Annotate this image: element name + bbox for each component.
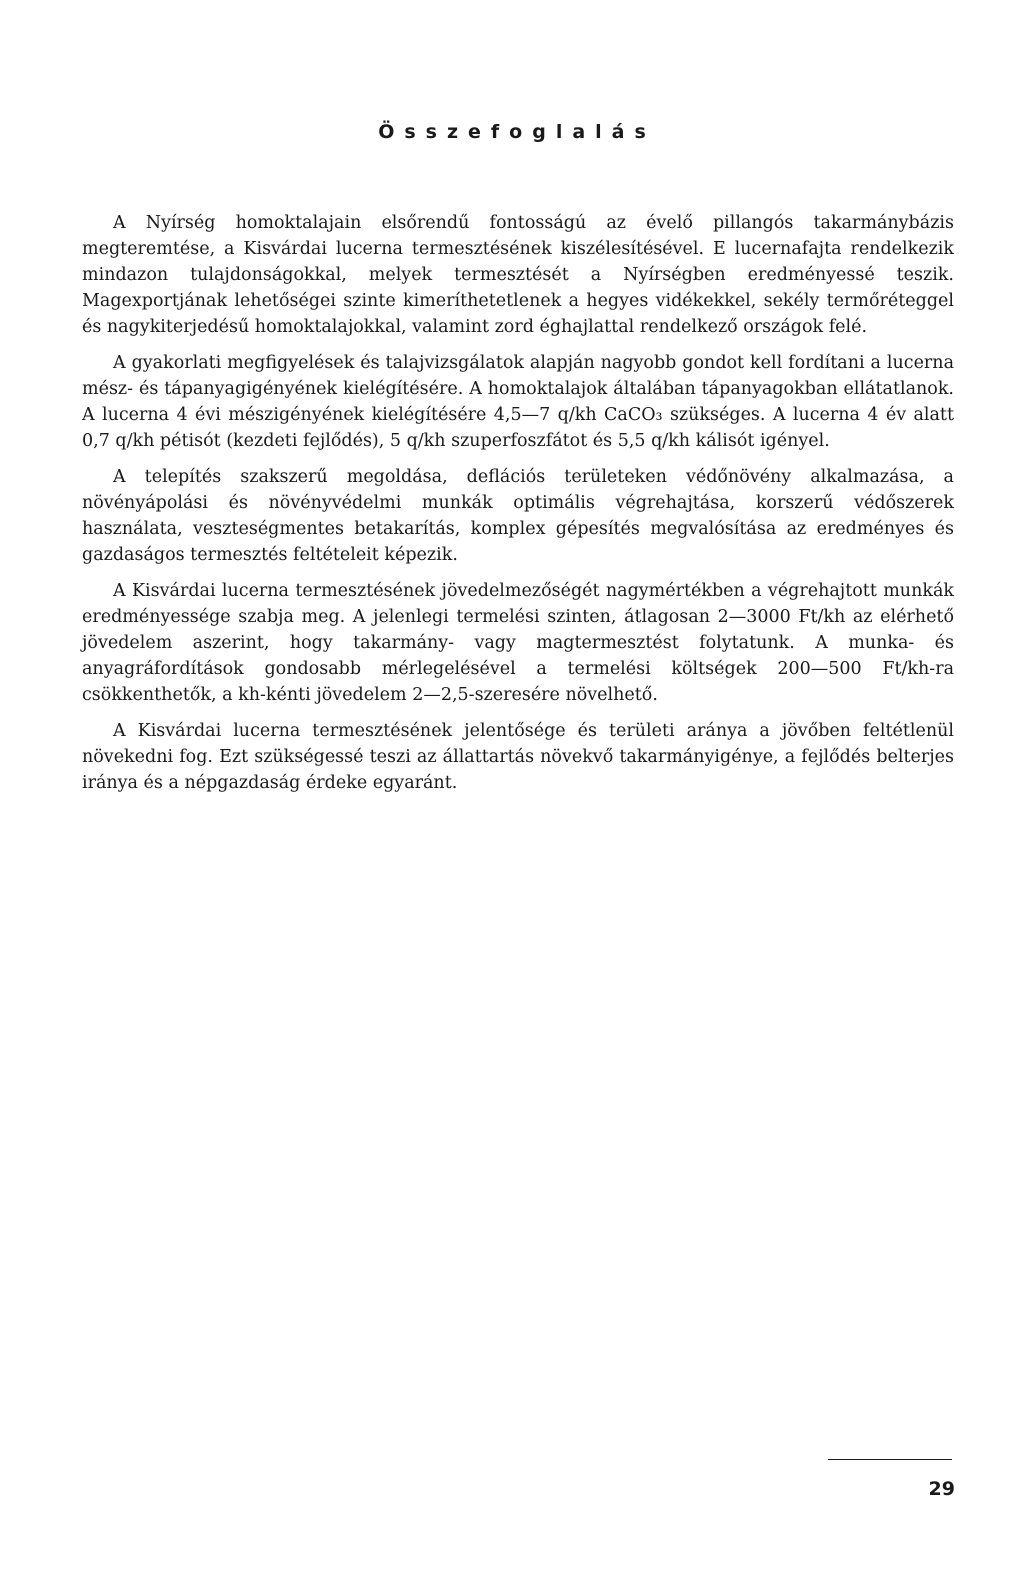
summary-body xyxy=(82,210,954,806)
paragraph-3: A telepítés szakszerű megoldása, deflációs területeken védőnövény alkalmazása, a növényápolási és növényvédelmi munkák optimális végrehajtása, korszerű védőszerek használata, veszteségmentes betakarítás, komplex gépesítés megvalósítása az eredményes és gazdaságos termesztés feltételeit képezik. xyxy=(82,467,954,565)
page-title: Összefoglalás xyxy=(378,121,656,143)
paragraph-1: A Nyírség homoktalajain elsőrendű fontosságú az évelő pillangós takarmánybázis megteremtése, a Kisvárdai lucerna termesztésének kiszélesítésével. E lucernafajta rendelkezik mindazon tulajdonságokkal, melyek termesztését a Nyírségben eredményessé teszik. Magexportjának lehetőségei szinte kimeríthetetlenek a hegyes vidékekkel, sekély termőréteggel és nagykiterjedésű homoktalajokkal, valamint zord éghajlattal rendelkező országok felé. xyxy=(82,213,954,337)
paragraph-4: A Kisvárdai lucerna termesztésének jövedelmezőségét nagymértékben a végrehajtott munkák eredményessége szabja meg. A jelenlegi termelési szinten, átlagosan 2—3000 Ft/kh az elérhető jövedelem aszerint, hogy takarmány- vagy magtermesztést folytatunk. A munka- és anyagráfordítások gondosabb mérlegelésével a termelési költségek 200—500 Ft/kh-ra csökkenthetők, a kh-kénti jövedelem 2—2,5-szeresére növelhető. xyxy=(82,581,954,705)
page-number: 29 xyxy=(928,1478,955,1500)
paragraph-2: A gyakorlati megfigyelések és talajvizsgálatok alapján nagyobb gondot kell fordítani a lucerna mész- és tápanyagigényének kielégítésére. A homoktalajok általában tápanyagokban ellátatlanok. A lucerna 4 évi mészigényének kielégítésére 4,5—7 q/kh CaCO₃ szükséges. A lucerna 4 év alatt 0,7 q/kh pétisót (kezdeti fejlődés), 5 q/kh szuperfoszfátot és 5,5 q/kh kálisót igényel. xyxy=(82,353,954,451)
footer-divider xyxy=(828,1459,952,1460)
paragraph-5: A Kisvárdai lucerna termesztésének jelentősége és területi aránya a jövőben feltétlenül növekedni fog. Ezt szükségessé teszi az állattartás növekvő takarmányigénye, a fejlődés belterjes iránya és a népgazdaság érdeke egyaránt. xyxy=(82,721,954,793)
